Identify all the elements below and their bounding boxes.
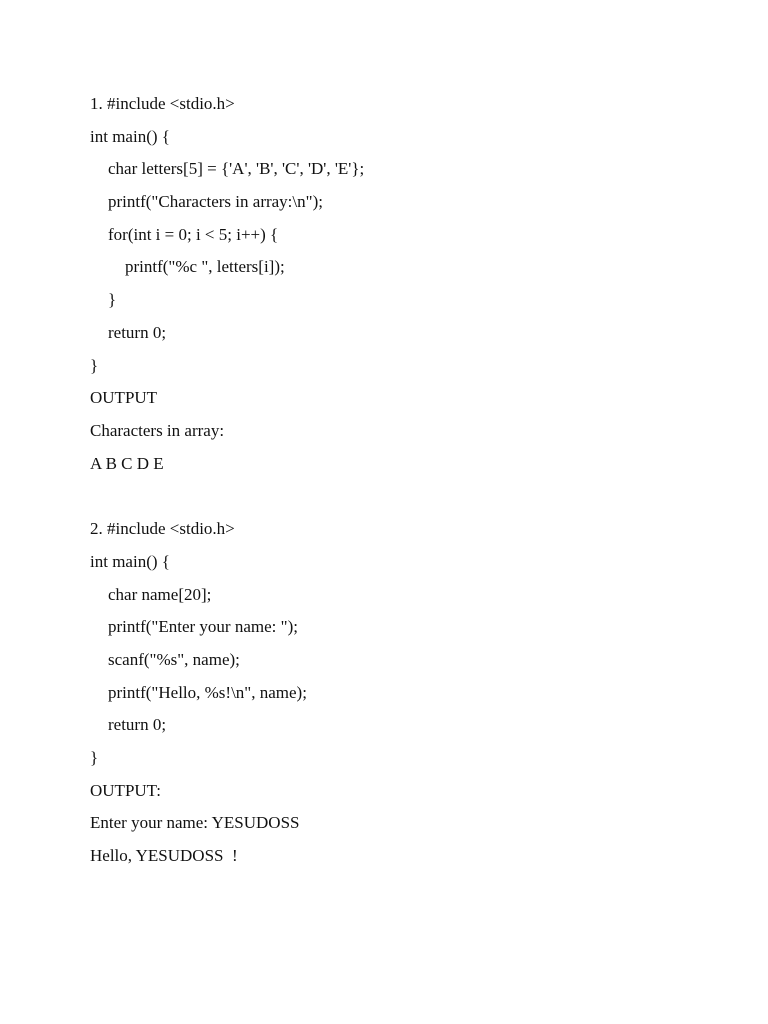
code-line: printf("Characters in array:\n"); (108, 192, 323, 212)
output-line: A B C D E (90, 453, 164, 473)
program-2 (90, 513, 710, 873)
code-line: } (90, 355, 99, 375)
code-line: printf("Hello, %s!\n", name); (108, 682, 307, 702)
code-line: int main() { (90, 551, 170, 571)
output-line: Characters in array: (90, 420, 225, 440)
code-line: scanf("%s", name); (108, 650, 240, 669)
code-line: } (90, 748, 99, 768)
code-line: printf("%c ", letters[i]); (125, 257, 285, 277)
output-line: Hello, YESUDOSS ! (90, 846, 238, 866)
code-line: char name[20]; (108, 584, 212, 604)
output-line: Enter your name: YESUDOSS (90, 813, 300, 833)
output-heading: OUTPUT: (90, 780, 161, 800)
program-1 (90, 88, 710, 480)
code-line: return 0; (108, 715, 167, 735)
output-heading: OUTPUT (90, 388, 158, 408)
code-line: 1. #include <stdio.h> (90, 94, 235, 113)
code-line: int main() { (90, 126, 170, 146)
document-body (90, 88, 710, 873)
code-line: printf("Enter your name: "); (108, 617, 298, 637)
code-line: } (108, 290, 117, 310)
code-line: for(int i = 0; i < 5; i++) { (108, 224, 279, 244)
code-line: char letters[5] = {'A', 'B', 'C', 'D', 'E'}; (108, 159, 365, 179)
code-line: 2. #include <stdio.h> (90, 519, 235, 539)
code-line: return 0; (108, 322, 167, 342)
section-gap (90, 480, 710, 513)
